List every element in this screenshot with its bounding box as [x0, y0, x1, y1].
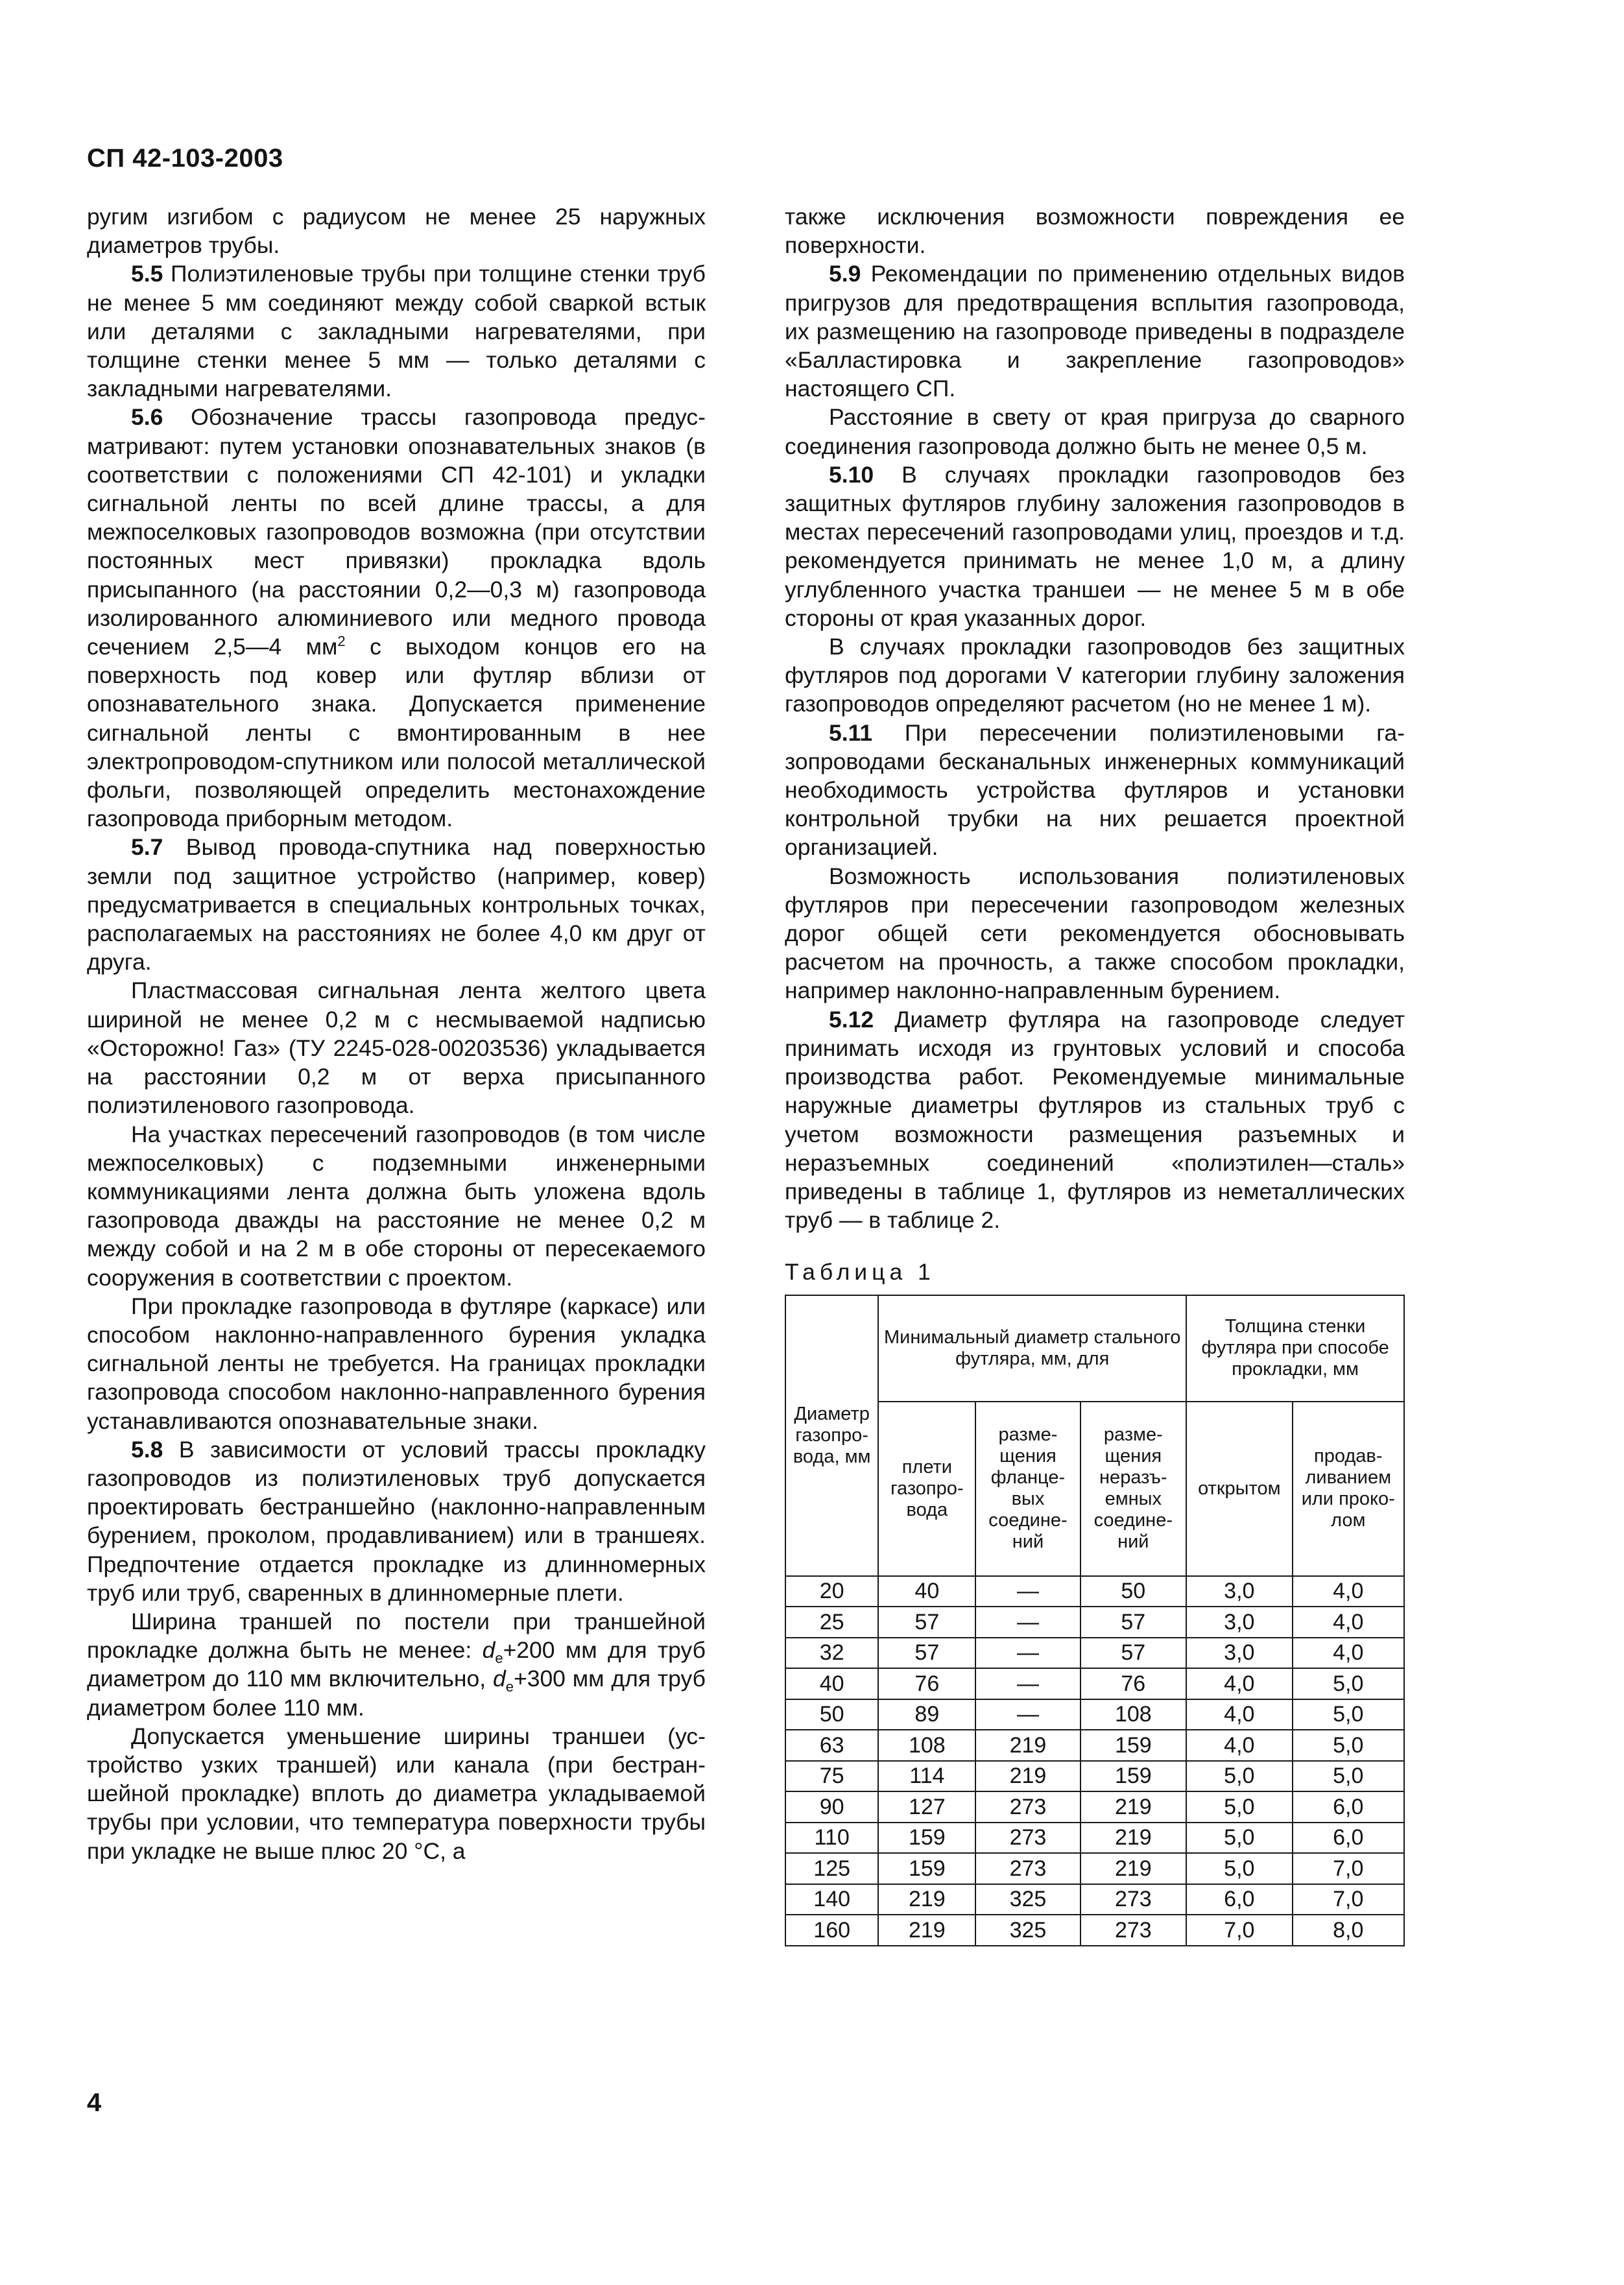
paragraph-weight-distance: Расстояние в свету от края пригруза до сварного соединения газопровода должно быть не менее 0,5 м. [785, 404, 1405, 459]
cell: 5,0 [1186, 1761, 1292, 1792]
cell: 50 [785, 1699, 878, 1730]
cell: 20 [785, 1576, 878, 1607]
cell: 5,0 [1293, 1699, 1404, 1730]
paragraph-trench-width [87, 1607, 706, 1722]
superscript: 2 [337, 633, 346, 650]
cell: 127 [878, 1791, 975, 1823]
paragraph-5-8 [87, 1435, 706, 1607]
variable-d: d [482, 1637, 496, 1664]
section-number: 5.11 [829, 719, 873, 746]
table-row [785, 1823, 1404, 1854]
cell: — [975, 1668, 1080, 1699]
cell: 159 [878, 1823, 975, 1854]
paragraph-text: +300 мм для труб диаметром более 110 мм. [87, 1666, 706, 1721]
cell: 219 [1081, 1823, 1187, 1854]
cell: 219 [975, 1761, 1080, 1792]
cell: 140 [785, 1884, 878, 1915]
subscript: e [505, 1679, 514, 1695]
cell: 5,0 [1293, 1668, 1404, 1699]
cell: 90 [785, 1791, 878, 1823]
cell: 76 [1081, 1668, 1187, 1699]
section-number: 5.8 [131, 1436, 163, 1463]
paragraph-text: Рекомендации по применению отдельных видов пригрузов для предотвращения всплытия газопровода, их размещению на газопроводе приведены в подразделе «Балластировка и закрепление газопроводов» настоящего СП. [785, 261, 1405, 402]
header-min-diameter-group: Минимальный диаметр стального футляра, мм, для [878, 1295, 1186, 1402]
paragraph-text: Вывод провода-спутника над поверхностью земли под защитное устройство (например, ковер) предусматривается в специальных контрольных точках, располагаемых на расстояниях не более 4,0 км друг от друга. [87, 834, 706, 975]
paragraph-text: В случаях прокладки газопроводов без защитных футляров глубину заложения газопроводов в местах пересечений газопроводами улиц, проездов и т.д. рекомендуется принимать не менее 1,0 м, а длину углубленного участка траншеи — не менее 5 м в обе стороны от края указанных дорог. [785, 461, 1405, 631]
header-open-method: открытом [1186, 1402, 1292, 1576]
paragraph-5-12 [785, 1005, 1405, 1235]
cell: 159 [878, 1853, 975, 1884]
paragraph-text: В зависимости от условий трассы прокладку газопроводов из полиэтиленовых труб допускается проектировать бестраншейно (наклонно-направленным бурением, проколом, продавливанием) или в траншеях. Предпочтение отдается прокладке из длинномерных труб или труб, сваренных в длинномерные плети. [87, 1436, 706, 1606]
cell: 160 [785, 1915, 878, 1946]
paragraph-text: с выходом концов его на поверхность под ковер или футляр вблизи от опознавательного знака. Допускается применение сигнальной ленты с вмонтированным в нее электропроводом-спутником или полосой металлической фольги, позволяющей определить местонахождение газопровода приборным методом. [87, 634, 706, 832]
cell: 4,0 [1186, 1730, 1292, 1761]
cell: 3,0 [1186, 1638, 1292, 1669]
cell: 108 [878, 1730, 975, 1761]
cell: 5,0 [1186, 1823, 1292, 1854]
paragraph-5-11 [785, 719, 1405, 862]
cell: 3,0 [1186, 1576, 1292, 1607]
section-number: 5.5 [131, 261, 163, 287]
cell: 6,0 [1293, 1791, 1404, 1823]
cell: 125 [785, 1853, 878, 1884]
cell: 40 [878, 1576, 975, 1607]
paragraph-text: Ширина траншей по постели при траншейной прокладке должна быть не менее: [87, 1608, 706, 1664]
cell: 273 [1081, 1915, 1187, 1946]
table-row [785, 1576, 1404, 1607]
cell: 325 [975, 1915, 1080, 1946]
cell: 5,0 [1186, 1791, 1292, 1823]
table-row [785, 1791, 1404, 1823]
cell: 273 [1081, 1884, 1187, 1915]
paragraph-casing: При прокладке газопровода в футляре (каркасе) или способом наклонно-направленного бурения укладка сигнальной ленты не требуется. На границах прокладки газопровода способом наклонно-направленного бурения устанавливаются опознавательные знаки. [87, 1293, 706, 1434]
table-row [785, 1668, 1404, 1699]
table-row [785, 1761, 1404, 1792]
header-pipe-strings: плети газопровода [878, 1402, 975, 1576]
right-text-column [785, 202, 1405, 1946]
cell: 273 [975, 1791, 1080, 1823]
cell: — [975, 1576, 1080, 1607]
cell: 219 [1081, 1791, 1187, 1823]
table-row [785, 1915, 1404, 1946]
cell: 273 [975, 1853, 1080, 1884]
cell: 75 [785, 1761, 878, 1792]
cell: 63 [785, 1730, 878, 1761]
subscript: e [495, 1650, 503, 1667]
cell: 5,0 [1293, 1761, 1404, 1792]
cell: 110 [785, 1823, 878, 1854]
cell: 325 [975, 1884, 1080, 1915]
cell: 7,0 [1186, 1915, 1292, 1946]
table-row [785, 1699, 1404, 1730]
document-code-header: СП 42-103-2003 [87, 144, 283, 173]
cell: 159 [1081, 1761, 1187, 1792]
cell: — [975, 1638, 1080, 1669]
table-row [785, 1884, 1404, 1915]
casing-diameter-table [785, 1295, 1405, 1946]
cell: 57 [878, 1607, 975, 1638]
header-flange-joints: размещения фланцевых соединений [975, 1402, 1080, 1576]
paragraph-text: +200 мм для труб диаметром до 110 мм включительно, [87, 1637, 706, 1692]
paragraph-continuation: ругим изгибом с радиусом не менее 25 наружных диаметров трубы. [87, 204, 706, 259]
header-nonseparable-joints: размещения неразъемных соединений [1081, 1402, 1187, 1576]
header-push-method: продавливанием или проколом [1293, 1402, 1404, 1576]
paragraph-text: Полиэтиленовые трубы при толщине стенки труб не менее 5 мм соединяют между собой сваркой встык или деталями с закладными нагревателями, при толщине стенки менее 5 мм — только деталями с закладными нагревателями. [87, 261, 706, 402]
cell: 76 [878, 1668, 975, 1699]
cell: 114 [878, 1761, 975, 1792]
left-text-column [87, 202, 706, 1865]
table-row [785, 1607, 1404, 1638]
header-wall-thickness-group: Толщина стенки футляра при способе прокладки, мм [1186, 1295, 1404, 1402]
cell: 7,0 [1293, 1884, 1404, 1915]
paragraph-narrow-trench: Допускается уменьшение ширины траншеи (устройство узких траншей) или канала (при бестраншейной прокладке) вплоть до диаметра укладываемой трубы при условии, что температура поверхности трубы при укладке не выше плюс 20 °С, а [87, 1723, 706, 1864]
cell: 32 [785, 1638, 878, 1669]
section-number: 5.10 [829, 461, 874, 488]
cell: 40 [785, 1668, 878, 1699]
table-row [785, 1730, 1404, 1761]
paragraph-road-v: В случаях прокладки газопроводов без защитных футляров под дорогами V категории глубину заложения газопроводов определяют расчетом (но не менее 1 м). [785, 634, 1405, 717]
cell: 159 [1081, 1730, 1187, 1761]
paragraph-5-9 [785, 259, 1405, 403]
cell: — [975, 1699, 1080, 1730]
cell: 5,0 [1186, 1853, 1292, 1884]
cell: 6,0 [1186, 1884, 1292, 1915]
cell: 50 [1081, 1576, 1187, 1607]
cell: 219 [878, 1915, 975, 1946]
paragraph-signal-tape: Пластмассовая сигнальная лента желтого цвета шириной не менее 0,2 м с несмываемой надписью «Осторожно! Газ» (ТУ 2245-028-00203536) укладывается на расстоянии 0,2 м от верха присыпанного полиэтиленового газопровода. [87, 977, 706, 1119]
cell: 7,0 [1293, 1853, 1404, 1884]
table-caption: Таблица 1 [785, 1259, 935, 1286]
cell: 3,0 [1186, 1607, 1292, 1638]
section-number: 5.6 [131, 404, 163, 431]
cell: 4,0 [1186, 1699, 1292, 1730]
header-pipe-diameter: Диаметр газопровода, мм [785, 1295, 878, 1576]
cell: — [975, 1607, 1080, 1638]
paragraph-pe-casings: Возможность использования полиэтиленовых футляров при пересечении газопроводом железных дорог общей сети рекомендуется обосновывать расчетом на прочность, а также способом прокладки, например наклонно-направленным бурением. [785, 863, 1405, 1004]
cell: 25 [785, 1607, 878, 1638]
cell: 108 [1081, 1699, 1187, 1730]
section-number: 5.12 [829, 1006, 874, 1033]
cell: 6,0 [1293, 1823, 1404, 1854]
cell: 273 [975, 1823, 1080, 1854]
cell: 8,0 [1293, 1915, 1404, 1946]
paragraph-continuation: также исключения возможности повреждения ее поверхности. [785, 204, 1405, 259]
cell: 57 [1081, 1638, 1187, 1669]
paragraph-text: Диаметр футляра на газопроводе следует принимать исходя из грунтовых условий и способа производства работ. Рекомендуемые минимальные наружные диаметры футляров из стальных труб с учетом возможности размещения разъемных и неразъемных соединений «полиэтилен—сталь» приведены в таблице 1, футляров из неметаллических труб — в таблице 2. [785, 1006, 1405, 1234]
cell: 4,0 [1293, 1607, 1404, 1638]
table-row [785, 1853, 1404, 1884]
cell: 219 [878, 1884, 975, 1915]
paragraph-5-5 [87, 259, 706, 403]
cell: 89 [878, 1699, 975, 1730]
cell: 219 [975, 1730, 1080, 1761]
paragraph-text: Обозначение трассы газопровода предусматривают: путем установки опознавательных знаков (в соответствии с положениями СП 42-101) и укладки сигнальной ленты по всей длине трассы, а для межпоселковых газопроводов возможна (при отсутствии постоянных мест привязки) прокладка вдоль присыпанного (на расстоянии 0,2—0,3 м) газопровода изолированного алюминиевого или медного провода сечением 2,5—4 мм [87, 404, 706, 660]
variable-d: d [492, 1666, 506, 1692]
paragraph-crossings: На участках пересечений газопроводов (в том числе межпоселковых) с подземными инженерными коммуникациями лента должна быть уложена вдоль газопровода дважды на расстояние не менее 0,2 м между собой и на 2 м в обе стороны от пересекаемого сооружения в соответствии с проектом. [87, 1121, 706, 1291]
cell: 4,0 [1293, 1638, 1404, 1669]
cell: 4,0 [1293, 1576, 1404, 1607]
cell: 4,0 [1186, 1668, 1292, 1699]
paragraph-5-10 [785, 461, 1405, 632]
paragraph-5-6 [87, 403, 706, 833]
paragraph-text: При пересечении полиэтиленовыми газопроводами бесканальных инженерных коммуникаций необходимость устройства футляров и установки контрольной трубки на них решается проектной организацией. [785, 719, 1405, 861]
section-number: 5.7 [131, 834, 163, 861]
cell: 219 [1081, 1853, 1187, 1884]
cell: 5,0 [1293, 1730, 1404, 1761]
section-number: 5.9 [829, 261, 861, 287]
cell: 57 [1081, 1607, 1187, 1638]
page-number: 4 [87, 2088, 102, 2117]
table-row [785, 1638, 1404, 1669]
paragraph-5-7 [87, 833, 706, 976]
cell: 57 [878, 1638, 975, 1669]
